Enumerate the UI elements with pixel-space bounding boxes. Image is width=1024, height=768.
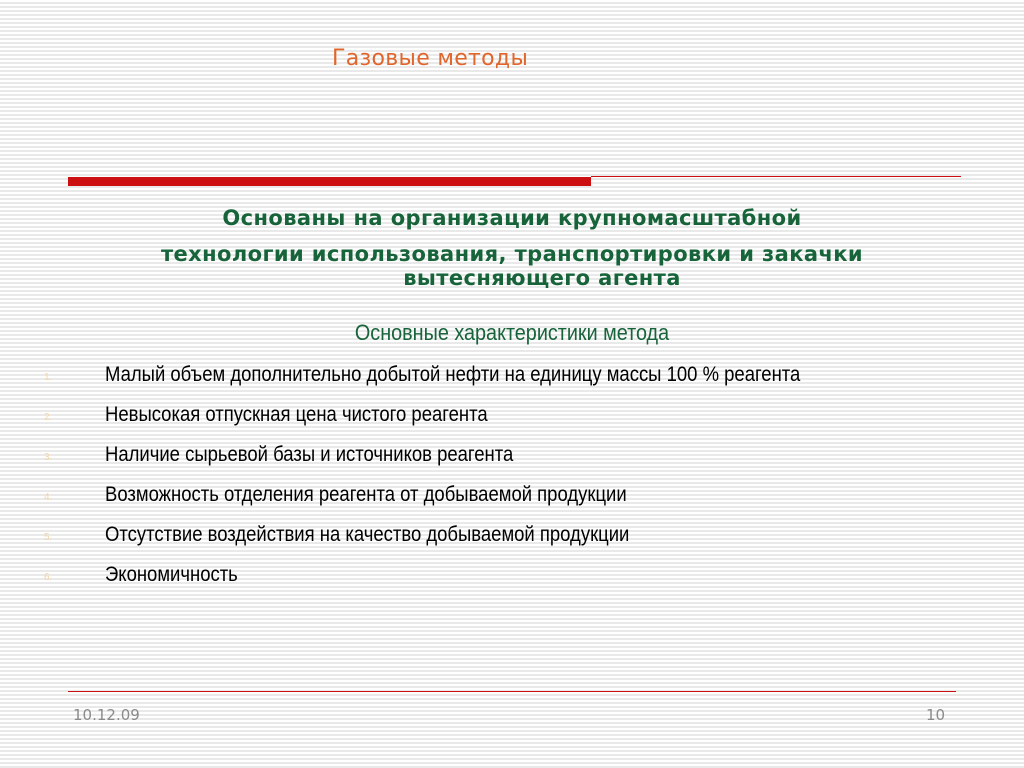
slide-subheading: Основные характеристики метода (354, 320, 670, 345)
list-item (44, 400, 1004, 440)
heading-line-1: Основаны на организации крупномасштабной (222, 206, 802, 230)
title-accent-bar (68, 177, 591, 186)
list-item-number: 3. (44, 452, 53, 463)
slide-heading (40, 200, 984, 290)
list-item-number: 6. (44, 572, 53, 583)
list-item-text: Возможность отделения реагента от добываемой продукции (105, 483, 627, 506)
list-item-number: 4. (44, 492, 53, 503)
characteristics-list (44, 360, 1004, 600)
list-item-text: Экономичность (105, 563, 238, 586)
list-item-text: Малый объем дополнительно добытой нефти на единицу массы 100 % реагента (105, 363, 801, 386)
list-item-number: 5. (44, 532, 53, 543)
footer-date: 10.12.09 (73, 706, 140, 724)
list-item (44, 520, 1004, 560)
list-item-text: Отсутствие воздействия на качество добываемой продукции (105, 523, 630, 546)
heading-line-3: вытесняющего агента (403, 266, 681, 290)
list-item-number: 1. (44, 372, 53, 383)
list-item-text: Невысокая отпускная цена чистого реагента (105, 403, 488, 426)
title-divider-line (591, 176, 961, 177)
list-item (44, 440, 1004, 480)
list-item-number: 2. (44, 412, 53, 423)
slide-title: Газовые методы (332, 46, 529, 71)
footer-page-number: 10 (926, 706, 946, 724)
list-item (44, 560, 1004, 600)
footer-divider-line (68, 691, 956, 692)
heading-line-2: технологии использования, транспортировки и закачки (160, 242, 864, 266)
list-item (44, 360, 1004, 400)
list-item (44, 480, 1004, 520)
list-item-text: Наличие сырьевой базы и источников реагента (105, 443, 514, 466)
